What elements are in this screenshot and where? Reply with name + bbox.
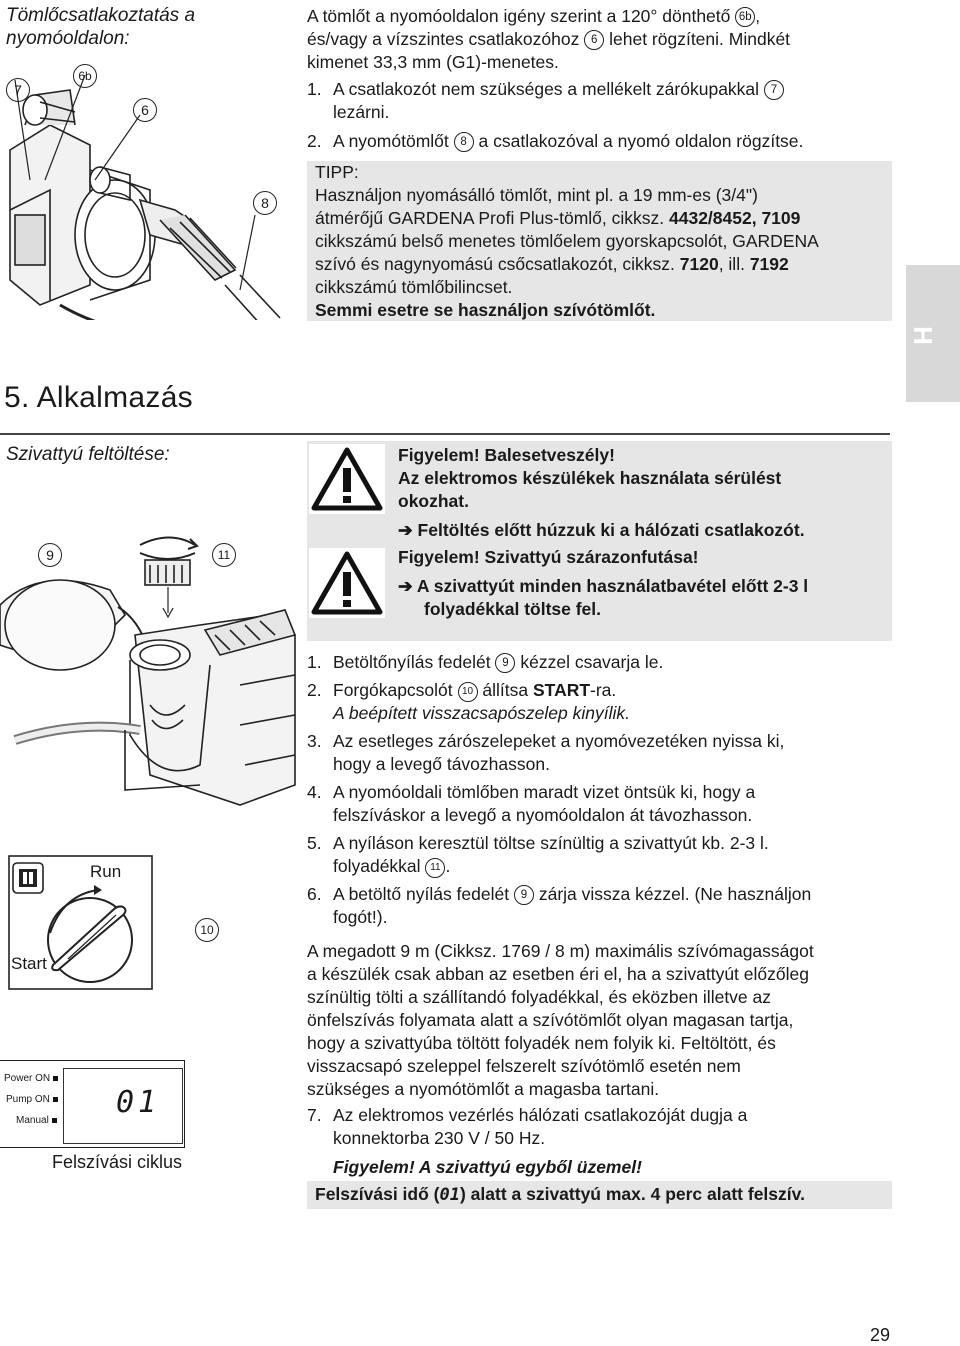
callout-6: 6 [133, 98, 157, 122]
ref-6b: 6b [735, 7, 755, 27]
step-item: 3. Az esetleges zárószelepeket a nyomóvezetéken nyissa ki, [307, 731, 785, 751]
section-rule [0, 433, 890, 435]
step-item: 1. Betöltőnyílás fedelét 9 kézzel csavarja le. [307, 652, 664, 672]
warning-triangle-icon [309, 444, 385, 514]
step-item: 6. A betöltő nyílás fedelét 9 zárja vissza kézzel. (Ne használjon [307, 884, 812, 904]
callout-9: 9 [38, 543, 62, 567]
ref-7: 7 [764, 80, 784, 100]
callout-6b: 6b [73, 64, 97, 88]
step-1: 1. A csatlakozót nem szükséges a mellékelt zárókupakkal 7 lezárni. [307, 78, 887, 124]
callout-8: 8 [253, 191, 277, 215]
ref-8: 8 [454, 132, 474, 152]
figure-caption: Felszívási ciklus [52, 1152, 183, 1172]
priming-time-box: Felszívási idő (01) alatt a szivattyú max. 4 perc alatt felszív. [307, 1181, 892, 1209]
step-2: 2. A nyomótömlőt 8 a csatlakozóval a nyomó oldalon rögzítse. [307, 131, 804, 151]
lcd-value: 01 [116, 1085, 161, 1120]
hose-connection-illustration [0, 50, 300, 320]
attention-note: Figyelem! A szivattyú egyből üzemel! [333, 1157, 642, 1177]
callout-10: 10 [195, 918, 219, 942]
language-tab: H [906, 265, 960, 402]
side-heading-pressure-hose: Tömlőcsatlakoztatás a nyomóoldalon: [6, 5, 196, 49]
arrow-icon: ➔ [398, 520, 413, 540]
arrow-icon: ➔ [398, 576, 413, 596]
start-label: Start [11, 954, 47, 973]
power-on-indicator: Power ON [4, 1073, 58, 1084]
lcd-display [63, 1068, 183, 1144]
priming-steps: 1. Betöltőnyílás fedelét 9 kézzel csavarja le. 2. Forgókapcsolót 10 állítsa START-ra. A beépített visszacsapószelep kinyílik. 3. Az esetleges zárószelepeket a nyomóvezetéken nyissa ki, hogy a levegő távozhasson. 4. A nyomóoldali tömlőben maradt vizet öntsük ki, hogy a felszíváskor a levegő a nyomóoldalon át távozhasson. 5. A nyíláson keresztül töltse színültig a szivattyút kb. 2-3 l. folyadékkal 11 . 6. A betöltő nyílás fedelét 9 zárja vissza kézzel. (Ne használjon fogót!). [307, 651, 892, 929]
tip-heading: TIPP: [315, 162, 359, 182]
callout-11: 11 [212, 543, 236, 567]
callout-7: 7 [6, 78, 30, 102]
step-item: 5. A nyíláson keresztül töltse színültig a szivattyút kb. 2-3 l. [307, 833, 769, 853]
step-item: 2. Forgókapcsolót 10 állítsa START-ra. [307, 680, 617, 700]
suction-height-paragraph: A megadott 9 m (Cikksz. 1769 / 8 m) maximális szívómagasságot a készülék csak abban az esetben éri el, ha a szivattyút előzőleg színültig tölti a szállítandó folyadékkal, és eközben illetve az önfelszívás folyamata alatt a szívótömlőt olyan magasan tartja, hogy a szivattyúba töltött folyadék nem folyik ki. Feltöltött, és visszacsapó szeleppel felszerelt szívótömlő esetén nem szükséges a nyomótömlőt a magasba tartani. [307, 941, 814, 1099]
section-title: 5. Alkalmazás [4, 381, 193, 414]
run-label: Run [90, 862, 122, 881]
page-number: 29 [870, 1325, 891, 1345]
side-heading-priming: Szivattyú feltöltése: [6, 444, 170, 465]
step-7: 7. Az elektromos vezérlés hálózati csatlakozóját dugja a konnektorba 230 V / 50 Hz. [307, 1105, 748, 1148]
intro-text: A tömlőt a nyomóoldalon igény szerint a 120° dönthető 6b , és/vagy a vízszintes csatlakozóhoz 6 lehet rögzíteni. Mindkét kimenet 33,3 mm (G1)-menetes. [307, 6, 791, 72]
step-item: 4. A nyomóoldali tömlőben maradt vizet öntsük ki, hogy a [307, 782, 756, 802]
manual-indicator: Manual [16, 1115, 57, 1126]
pump-on-indicator: Pump ON [6, 1094, 58, 1105]
pump-priming-illustration [0, 525, 300, 870]
ref-6: 6 [584, 30, 604, 50]
tip-box: TIPP: Használjon nyomásálló tömlőt, mint pl. a 19 mm-es (3/4") átmérőjű GARDENA Profi Plus-tömlő, cikksz. 4432/8452, 7109 cikkszámú belső menetes tömlőelem gyorskapcsolót, GARDENA szívó és nagynyomású csőcsatlakozót, cikksz. 7120, ill. 7192 cikkszámú tömlőbilincset. Semmi esetre se használjon szívótömlőt. [307, 161, 892, 321]
warning-text: Figyelem! Balesetveszély! Az elektromos készülékek használata sérülést okozhat. ➔ Feltöltés előtt húzzuk ki a hálózati csatlakozót. Figyelem! Szivattyú szárazonfutása! ➔ A szivattyút minden használatbavétel előtt 2-3 l folyadékkal töltse fel. [398, 445, 809, 619]
warning-triangle-icon-2 [309, 548, 385, 618]
